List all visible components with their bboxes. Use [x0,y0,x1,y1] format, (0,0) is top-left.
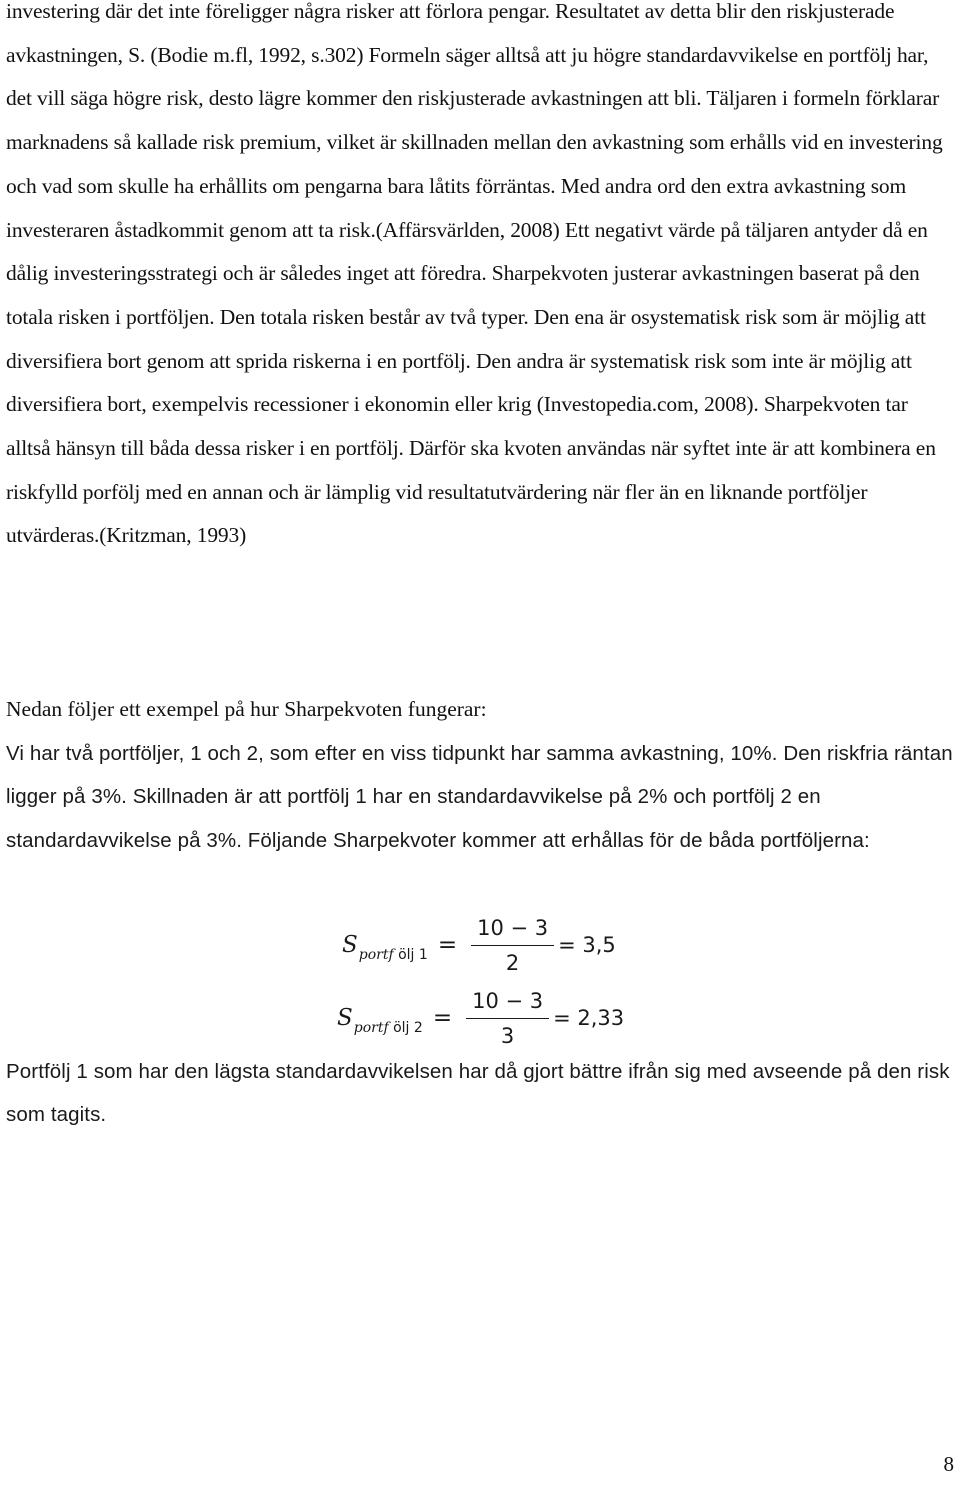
formula-denominator: 2 [505,950,520,975]
formula-numerator: 10 − 3 [477,915,549,940]
formula-symbol: S [337,1005,353,1031]
formula-fraction [466,986,549,1051]
fraction-bar [466,1018,549,1019]
formula-subscript-italic: portf [353,1020,389,1036]
formula-subscript [359,947,428,963]
sharpe-formula-portfolio-2 [337,983,624,1053]
formula-numerator: 10 − 3 [472,988,544,1013]
formula-fraction [471,913,554,978]
formula-equals: = [432,1005,453,1031]
formula-result: = 2,33 [553,1006,625,1030]
formula-subscript [354,1020,423,1036]
fraction-bar [471,945,554,946]
formula-subscript-italic: portf [358,947,394,963]
sharpe-formula-portfolio-1 [342,910,616,980]
example-paragraph: Vi har två portföljer, 1 och 2, som efter en viss tidpunkt har samma avkastning, 10%. Den riskfria räntan ligger på 3%. Skillnaden är att portfölj 1 har en standardavvikelse på 2% och portfölj 2 en standardavvikelse på 3%. Följande Sharpekvoter kommer att erhållas för de båda portföljerna: [6,742,953,852]
conclusion-paragraph: Portfölj 1 som har den lägsta standardavvikelsen har då gjort bättre ifrån sig med avseende på den risk som tagits. [6,1060,950,1127]
formula-denominator: 3 [500,1023,515,1048]
formula-result: = 3,5 [558,933,616,957]
formula-subscript-plain: ölj 2 [388,1020,423,1036]
formula-equals: = [437,932,458,958]
page-number: 8 [943,1452,954,1476]
formula-symbol: S [342,932,358,958]
body-paragraph: investering där det inte föreligger några risker att förlora pengar. Resultatet av detta blir den riskjusterade avkastningen, S. (Bodie m.fl, 1992, s.302) Formeln säger alltså att ju högre standardavvikelse en portfölj har, det vill säga högre risk, desto lägre kommer den riskjusterade avkastningen att bli. Täljaren i formeln förklarar marknadens så kallade risk premium, vilket är skillnaden mellan den avkastning som erhålls vid en investering och vad som skulle ha erhållits om pengarna bara låtits förräntas. Med andra ord den extra avkastning som investeraren åstadkommit genom att ta risk.(Affärsvärlden, 2008) Ett negativt värde på täljaren antyder då en dålig investeringsstrategi och är således inget att föredra. Sharpekvoten justerar avkastningen baserat på den totala risken i portföljen. Den totala risken består av två typer. Den ena är osystematisk risk som är möjlig att diversifiera bort genom att sprida riskerna i en portfölj. Den andra är systematisk risk som inte är möjlig att diversifiera bort, exempelvis recessioner i ekonomin eller krig (Investopedia.com, 2008). Sharpekvoten tar alltså hänsyn till båda dessa risker i en portfölj. Därför ska kvoten användas när syftet inte är att kombinera en riskfylld porfölj med en annan och är lämplig vid resultatutvärdering när fler än en liknande portföljer utvärderas.(Kritzman, 1993) [6,0,943,548]
example-intro-paragraph: Nedan följer ett exempel på hur Sharpekvoten fungerar: [6,697,487,721]
formula-subscript-plain: ölj 1 [393,947,428,963]
